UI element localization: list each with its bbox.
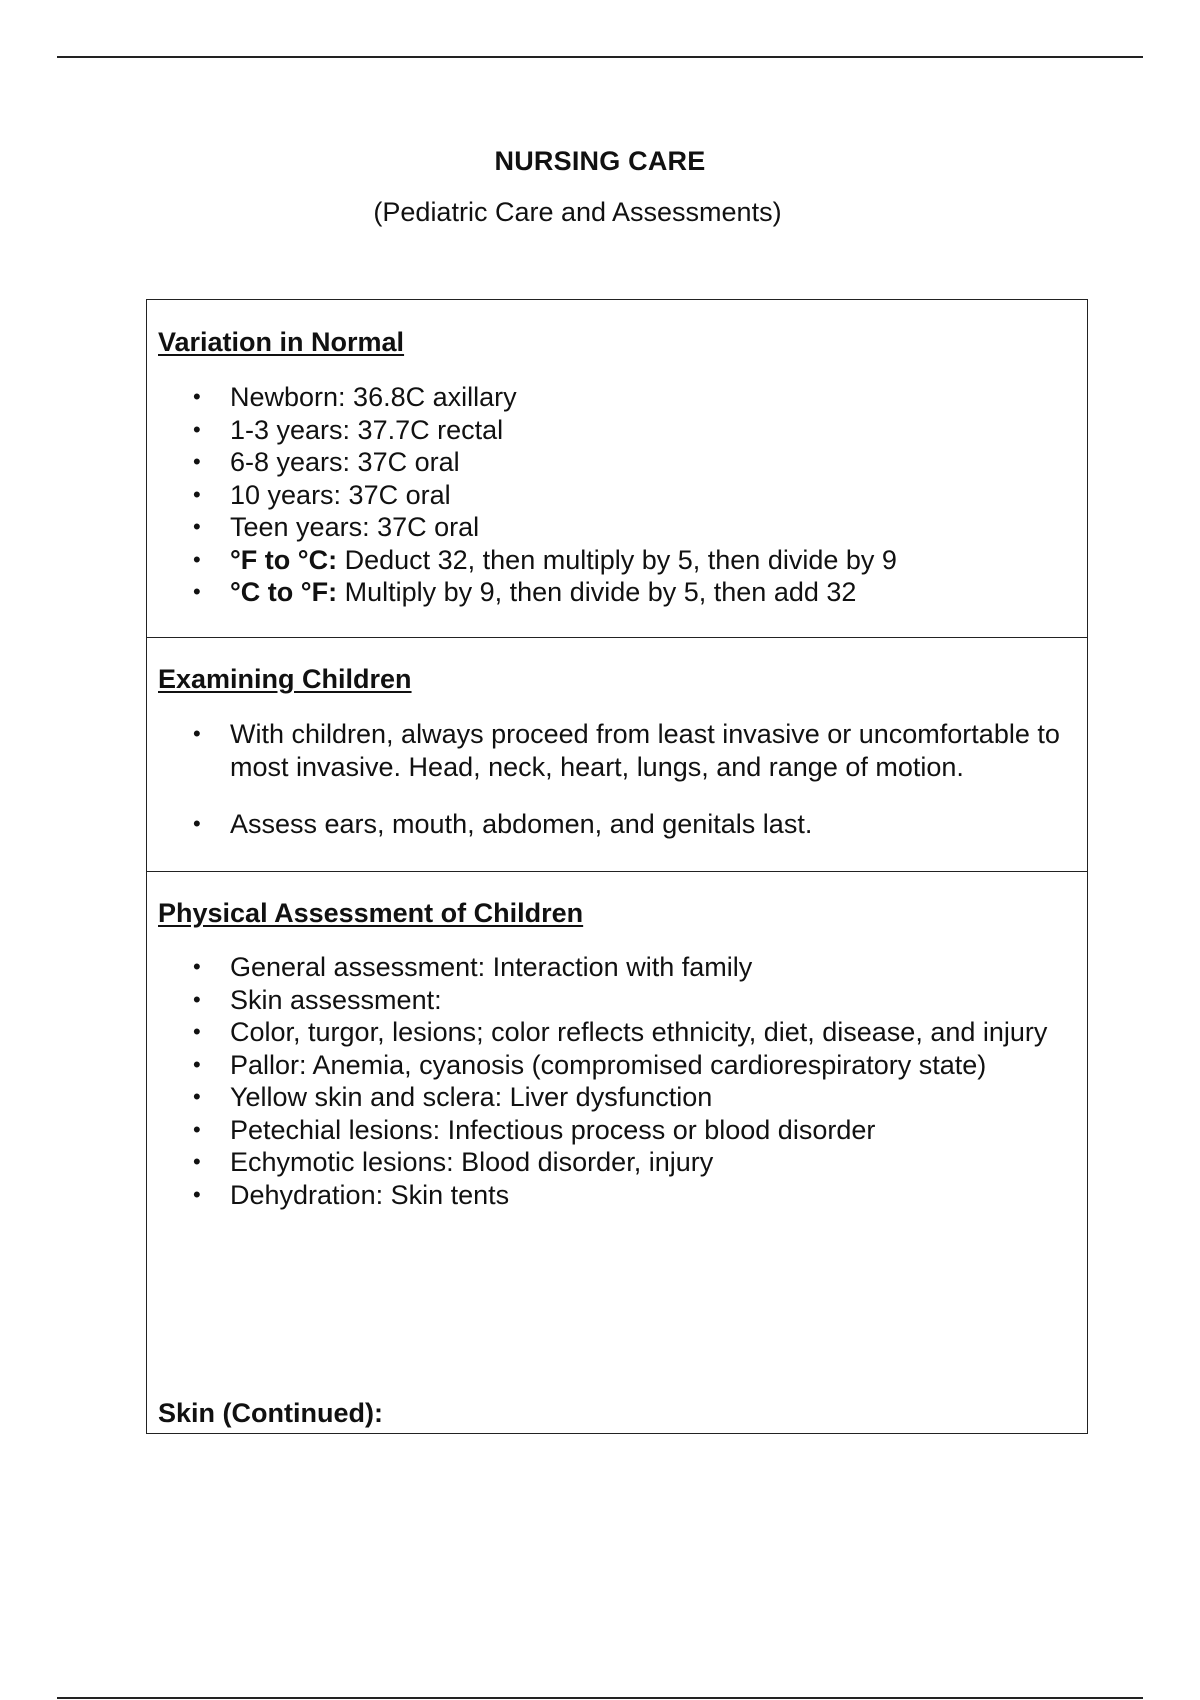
bullet-icon: •	[193, 721, 201, 746]
bullet-icon: •	[193, 416, 201, 442]
bullet-list	[147, 381, 1073, 609]
list-item: • Yellow skin and sclera: Liver dysfunction	[193, 1082, 713, 1112]
page-subtitle: (Pediatric Care and Assessments)	[373, 197, 782, 227]
bullet-icon: •	[193, 1051, 201, 1077]
bullet-icon: •	[193, 579, 201, 604]
list-item: • Assess ears, mouth, abdomen, and genitals last.	[193, 809, 813, 839]
bullet-list	[147, 951, 1073, 1211]
list-item: • °F to °C: Deduct 32, then multiply by 5, then divide by 9	[193, 544, 897, 575]
list-item: • Skin assessment:	[193, 984, 442, 1015]
list-item: • Teen years: 37C oral	[193, 512, 480, 542]
bullet-icon: •	[193, 449, 201, 474]
bullet-icon: •	[193, 1181, 201, 1207]
bottom-rule	[57, 1697, 1143, 1699]
bullet-icon: •	[193, 986, 201, 1012]
list-item: • °C to °F: Multiply by 9, then divide by 5, then add 32	[193, 577, 857, 607]
section-heading: Physical Assessment of Children	[158, 898, 584, 928]
bullet-icon: •	[193, 481, 201, 507]
content-table	[146, 299, 1088, 1434]
list-item: • 6-8 years: 37C oral	[193, 447, 460, 477]
page-title: NURSING CARE	[494, 146, 706, 176]
bullet-icon: •	[193, 514, 201, 539]
list-item: • Petechial lesions: Infectious process or blood disorder	[193, 1114, 876, 1145]
list-item: • Color, turgor, lesions; color reflects ethnicity, diet, disease, and injury	[193, 1017, 1048, 1047]
bullet-icon: •	[193, 384, 201, 409]
bullet-icon: •	[193, 546, 201, 572]
section-heading: Variation in Normal	[158, 327, 405, 357]
continuation-heading: Skin (Continued):	[158, 1398, 383, 1428]
bullet-icon: •	[193, 1084, 201, 1109]
bullet-icon: •	[193, 1149, 201, 1174]
top-rule	[57, 56, 1143, 58]
bullet-icon: •	[193, 1019, 201, 1044]
list-item: • 1-3 years: 37.7C rectal	[193, 414, 504, 445]
section-variation-in-normal	[147, 300, 1087, 637]
list-item: • With children, always proceed from least invasive or uncomfortable to most invasive. Head, neck, heart, lungs, and range of motion.	[193, 719, 1060, 782]
bullet-icon: •	[193, 811, 201, 836]
section-physical-assessment	[147, 871, 1087, 1433]
list-item: • Newborn: 36.8C axillary	[193, 382, 517, 412]
bullet-list	[147, 718, 1073, 841]
section-heading: Examining Children	[158, 664, 412, 694]
section-examining-children	[147, 637, 1087, 871]
list-item: • Echymotic lesions: Blood disorder, injury	[193, 1147, 714, 1177]
bullet-icon: •	[193, 954, 201, 979]
list-item: • Pallor: Anemia, cyanosis (compromised cardiorespiratory state)	[193, 1049, 987, 1080]
list-item: • Dehydration: Skin tents	[193, 1179, 510, 1210]
item-lead: °C to °F:	[230, 577, 338, 607]
list-item: • 10 years: 37C oral	[193, 479, 451, 510]
item-lead: °F to °C:	[230, 544, 338, 575]
bullet-icon: •	[193, 1116, 201, 1142]
list-item: • General assessment: Interaction with family	[193, 952, 753, 982]
